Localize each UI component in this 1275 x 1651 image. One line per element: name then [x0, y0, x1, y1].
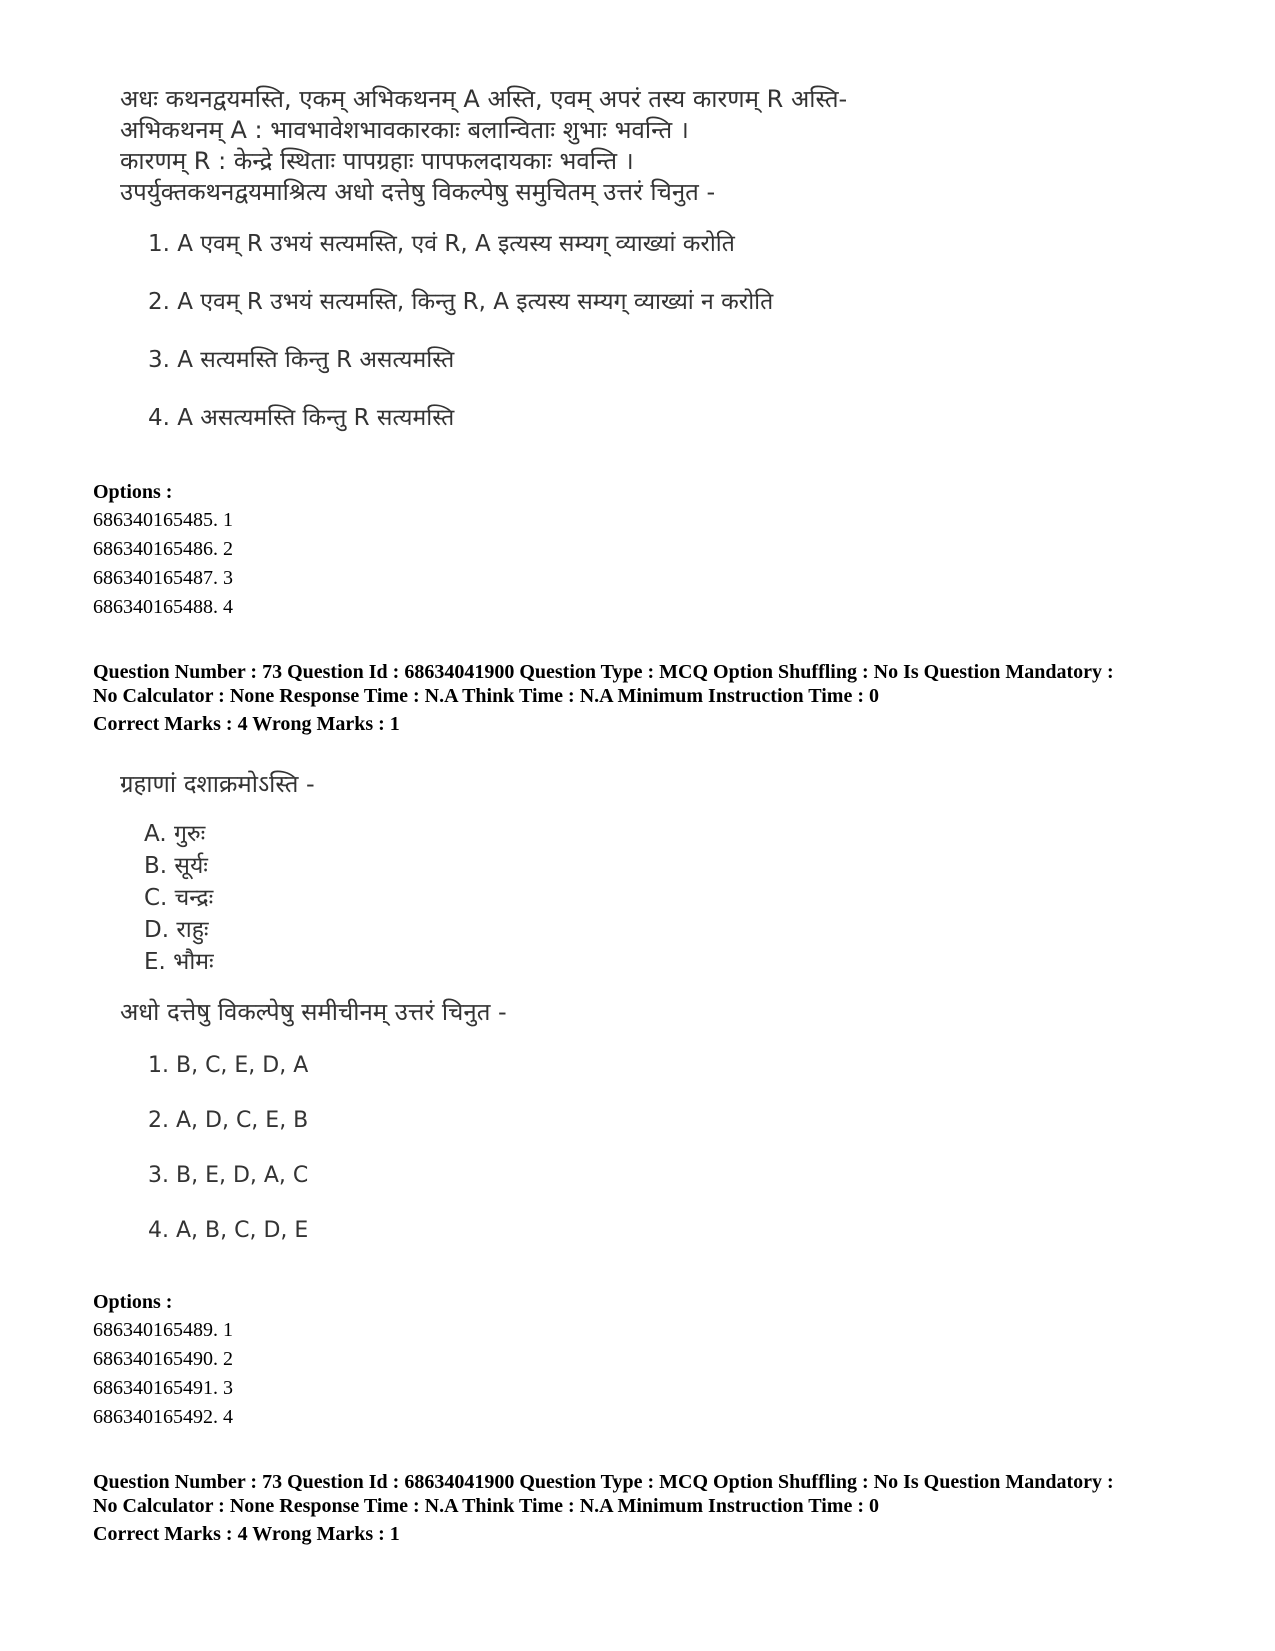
- question-subprompt: अधो दत्तेषु विकल्पेषु समीचीनम् उत्तरं चिनुत -: [120, 998, 507, 1026]
- question-info-line: No Calculator : None Response Time : N.A Think Time : N.A Minimum Instruction Time : 0: [93, 1495, 879, 1517]
- choice-item: 3. A सत्यमस्ति किन्तु R असत्यमस्ति: [148, 347, 455, 373]
- list-item: E. भौमः: [144, 949, 214, 975]
- list-item: D. राहुः: [144, 917, 209, 943]
- list-item: C. चन्द्रः: [144, 885, 214, 911]
- option-id: 686340165485. 1: [93, 509, 233, 531]
- choice-item: 1. A एवम् R उभयं सत्यमस्ति, एवं R, A इत्यस्य सम्यग् व्याख्यां करोति: [148, 231, 735, 257]
- question-info-line: Question Number : 73 Question Id : 68634041900 Question Type : MCQ Option Shuffling : No Is Question Mandatory :: [93, 1471, 1114, 1493]
- question1-body: [120, 84, 1140, 460]
- question3-info: [93, 1470, 1114, 1546]
- option-id: 686340165490. 2: [93, 1348, 233, 1370]
- choice-item: 4. A असत्यमस्ति किन्तु R सत्यमस्ति: [148, 405, 455, 431]
- question2-choices: [148, 1050, 1020, 1270]
- choice-item: 4. A, B, C, D, E: [148, 1218, 309, 1243]
- question1-options: [93, 478, 233, 622]
- options-label: Options :: [93, 1291, 173, 1313]
- choice-item: 2. A एवम् R उभयं सत्यमस्ति, किन्तु R, A इत्यस्य सम्यग् व्याख्यां न करोति: [148, 289, 774, 315]
- question2-body: [120, 768, 1020, 1270]
- question2-info: [93, 660, 1114, 736]
- statement-line: अभिकथनम् A : भावभावेशभावकारकाः बलान्विताः शुभाः भवन्ति ।: [120, 116, 689, 144]
- statement-line: कारणम् R : केन्द्रे स्थिताः पापग्रहाः पापफलदायकाः भवन्ति ।: [120, 147, 634, 175]
- list-item: B. सूर्यः: [144, 853, 208, 879]
- marks-line: Correct Marks : 4 Wrong Marks : 1: [93, 713, 400, 735]
- question2-items: [144, 818, 1020, 978]
- choice-item: 1. B, C, E, D, A: [148, 1053, 309, 1078]
- statement-line: उपर्युक्तकथनद्वयमाश्रित्य अधो दत्तेषु विकल्पेषु समुचितम् उत्तरं चिनुत -: [120, 178, 716, 206]
- choice-item: 2. A, D, C, E, B: [148, 1108, 309, 1133]
- option-id: 686340165492. 4: [93, 1406, 233, 1428]
- question-info-line: No Calculator : None Response Time : N.A Think Time : N.A Minimum Instruction Time : 0: [93, 685, 879, 707]
- option-id: 686340165489. 1: [93, 1319, 233, 1341]
- statement-line: अधः कथनद्वयमस्ति, एकम् अभिकथनम् A अस्ति, एवम् अपरं तस्य कारणम् R अस्ति-: [120, 85, 848, 113]
- choice-item: 3. B, E, D, A, C: [148, 1163, 309, 1188]
- option-id: 686340165487. 3: [93, 567, 233, 589]
- question-info-line: Question Number : 73 Question Id : 68634041900 Question Type : MCQ Option Shuffling : No Is Question Mandatory :: [93, 661, 1114, 683]
- list-item: A. गुरुः: [144, 821, 206, 847]
- question1-choices: [148, 228, 1140, 460]
- option-id: 686340165491. 3: [93, 1377, 233, 1399]
- question-prompt: ग्रहाणां दशाक्रमोऽस्ति -: [120, 770, 315, 798]
- question2-options: [93, 1288, 233, 1432]
- option-id: 686340165488. 4: [93, 596, 233, 618]
- option-id: 686340165486. 2: [93, 538, 233, 560]
- marks-line: Correct Marks : 4 Wrong Marks : 1: [93, 1523, 400, 1545]
- options-label: Options :: [93, 481, 173, 503]
